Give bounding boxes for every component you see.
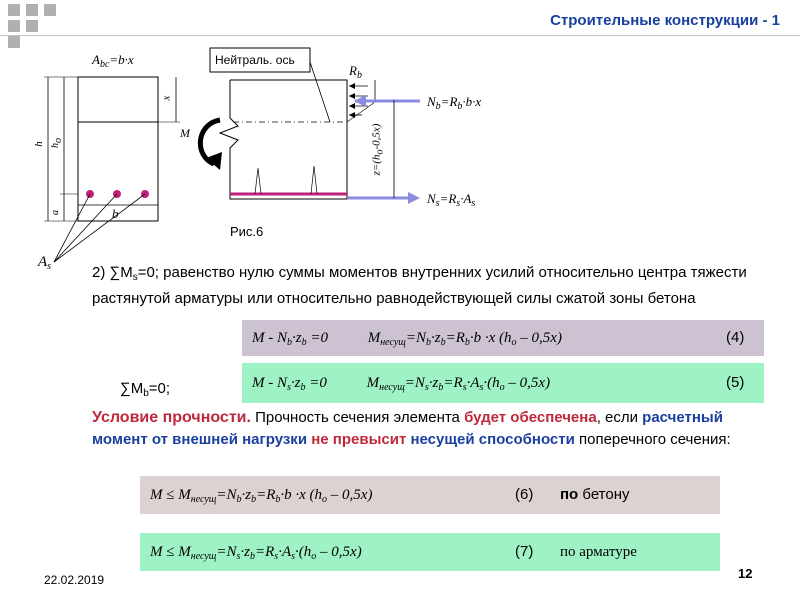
label-as: $A_s$ <box>38 254 52 272</box>
condition-7-tag: по арматуре <box>560 544 637 560</box>
figure-caption: Рис.6 <box>230 224 264 239</box>
label-b: b <box>112 206 119 221</box>
neutral-axis-label: Нейтраль. ось <box>215 53 295 67</box>
slide-header: Строительные конструкции - 1 <box>550 12 780 29</box>
condition-6-tag: по бетону <box>560 486 630 503</box>
formula-4-number: (4) <box>726 329 745 346</box>
sum-mb: $\sum M_b=0$; <box>120 380 171 399</box>
formula-5: $M - N_s\cdot z_b =0$ $M_{несущ}=N_s\cdot z_b=R_s\cdot A_s\cdot(h_o - 0,5x)$ (5) <box>242 363 764 403</box>
label-ns: $N_s=R_s\cdot A_s$ <box>427 191 476 209</box>
strength-condition-text: Условие прочности. Прочность сечения элемента будет обеспечена, если расчетный момент от внешней нагрузки не превысит несущей способности поперечного сечения: <box>92 409 731 448</box>
label-m: M <box>180 126 190 140</box>
label-abc: $A_{bc}=b\cdot x$ <box>92 52 134 70</box>
formula-5-number: (5) <box>726 374 745 391</box>
label-nb: $N_b=R_b\cdot b\cdot x$ <box>427 94 482 112</box>
label-h: h <box>32 141 45 147</box>
label-rb: $R_b$ <box>349 63 362 81</box>
label-x: x <box>160 95 173 101</box>
label-a: a <box>50 210 61 215</box>
page-number: 12 <box>738 566 753 581</box>
intro-paragraph: 2) $\sum M_s=0$; равенство нулю суммы моментов внутренних усилий относительно центра тяжести растянутой арматуры или относительно равнодействующей силы сжатой зоны бетона <box>92 264 747 307</box>
condition-7-number: (7) <box>515 543 534 560</box>
condition-6-number: (6) <box>515 486 534 503</box>
label-z: z=(ho-0,5x) <box>370 123 386 176</box>
section-figure <box>20 40 520 270</box>
header-divider <box>0 35 800 36</box>
condition-6: $M \le M_{несущ}=N_b\cdot z_b=R_b\cdot b \cdot x$ $(h_o - 0,5x)$ (6) по бетону <box>140 476 720 514</box>
condition-7: $M \le M_{несущ}=N_s\cdot z_b=R_s\cdot A_s\cdot(h_o - 0,5x)$ (7) по арматуре <box>140 533 720 571</box>
formula-4: $M - N_b\cdot z_b =0$ $M_{несущ}=N_b\cdot z_b=R_b\cdot b \cdot x$ $(h_o - 0,5x)$ (4) <box>242 320 764 356</box>
label-ho: ho <box>50 138 64 148</box>
footer-date: 22.02.2019 <box>44 573 105 587</box>
